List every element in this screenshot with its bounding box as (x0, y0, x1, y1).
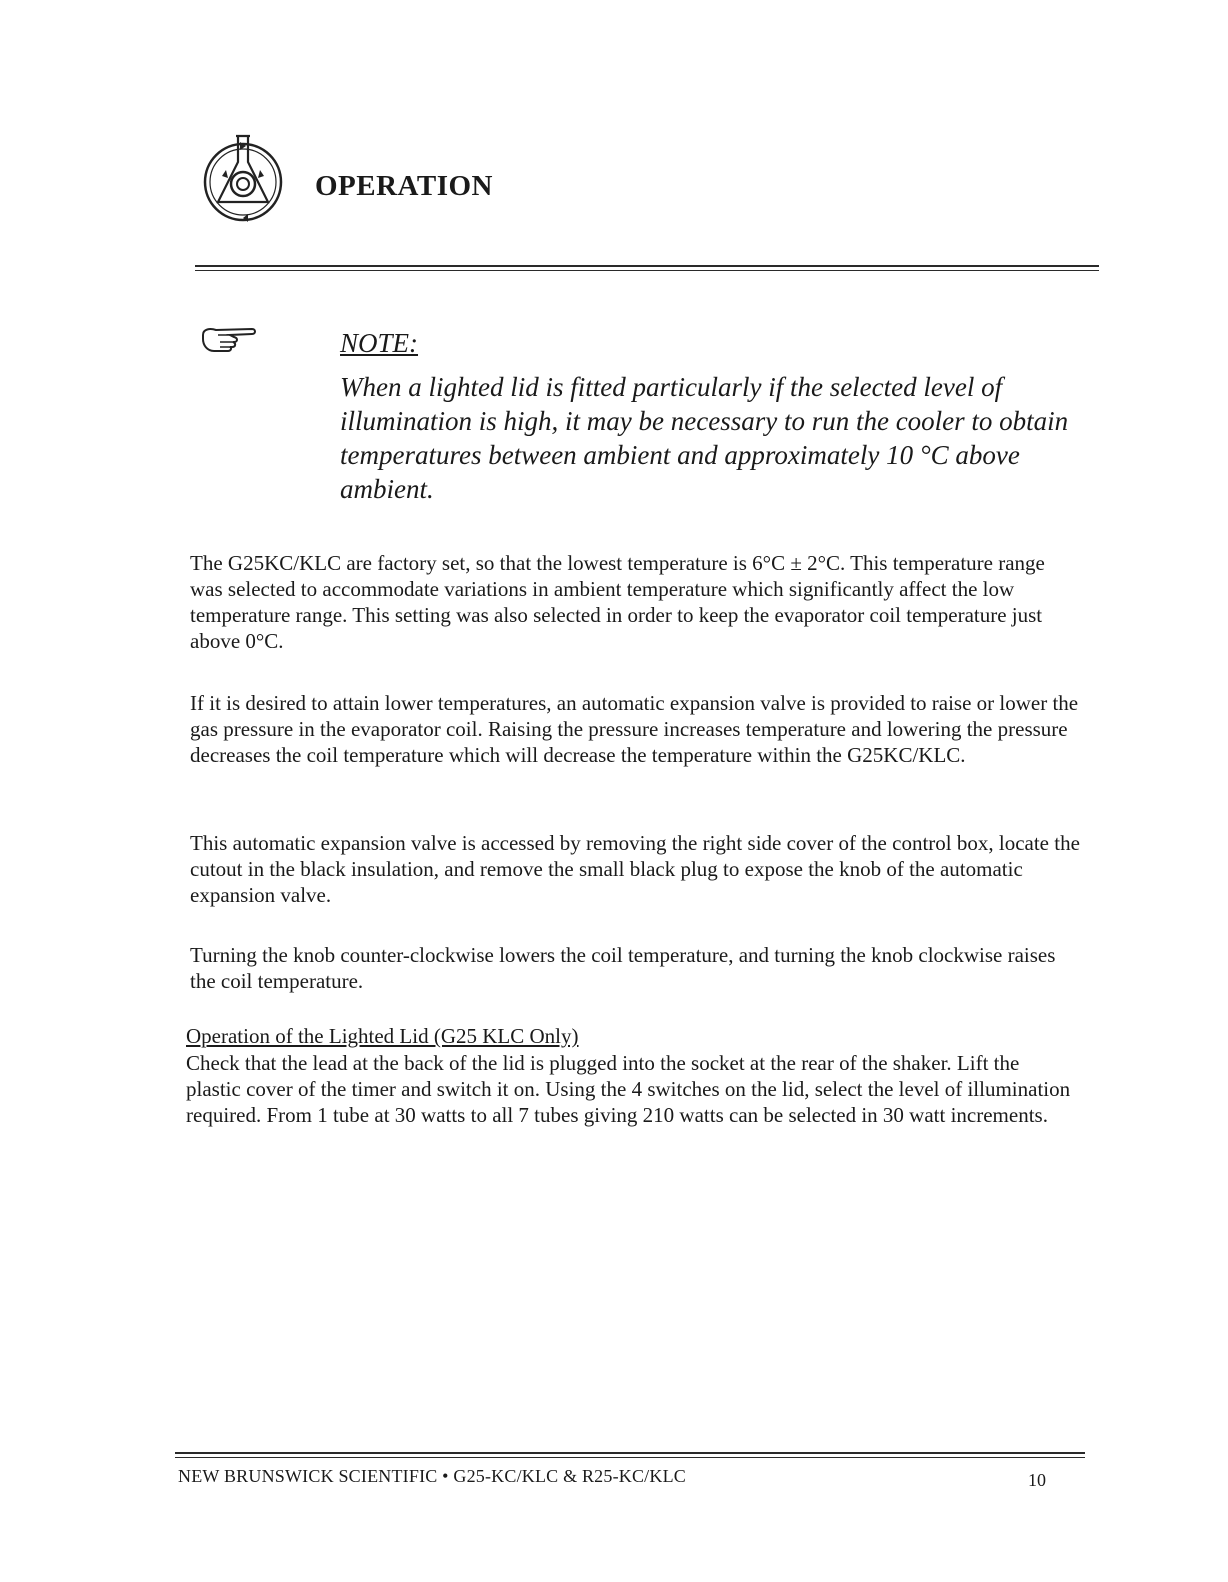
paragraph-factory-setting: The G25KC/KLC are factory set, so that the lowest temperature is 6°C ± 2°C. This temperature range was selected to accommodate variations in ambient temperature which significantly affect the low temperature range. This setting was also selected in order to keep the evaporator coil temperature just above 0°C. (190, 551, 1045, 653)
note-heading: NOTE: (340, 328, 419, 358)
pointing-hand-icon (200, 323, 258, 353)
footer-divider (175, 1452, 1085, 1458)
shaker-flask-icon (200, 128, 286, 224)
lighted-lid-heading: Operation of the Lighted Lid (G25 KLC Only) (186, 1024, 579, 1048)
paragraph-lower-temperatures: If it is desired to attain lower temperatures, an automatic expansion valve is provided to raise or lower the gas pressure in the evaporator coil. Raising the pressure increases temperature and lowering the pressure decreases the coil temperature which will decrease the temperature within the G25KC/KLC. (190, 691, 1079, 767)
paragraph-valve-access: This automatic expansion valve is accessed by removing the right side cover of the control box, locate the cutout in the black insulation, and remove the small black plug to expose the knob of the automatic expansion valve. (190, 831, 1080, 907)
lighted-lid-body: Check that the lead at the back of the lid is plugged into the socket at the rear of the shaker. Lift the plastic cover of the timer and switch it on. Using the 4 switches on the lid, select the level of illumination required. From 1 tube at 30 watts to all 7 tubes giving 210 watts can be selected in 30 watt increments. (186, 1051, 1071, 1127)
section-title: OPERATION (315, 170, 493, 202)
footer-text: NEW BRUNSWICK SCIENTIFIC • G25-KC/KLC & R25-KC/KLC (178, 1466, 686, 1486)
paragraph-knob-direction: Turning the knob counter-clockwise lowers the coil temperature, and turning the knob clockwise raises the coil temperature. (190, 943, 1056, 993)
note-body: When a lighted lid is fitted particularly if the selected level of illumination is high, it may be necessary to run the cooler to obtain temperatures between ambient and approximately 10 °C above ambient. (340, 372, 1069, 504)
page-number: 10 (1028, 1470, 1046, 1490)
header-divider (195, 265, 1099, 271)
